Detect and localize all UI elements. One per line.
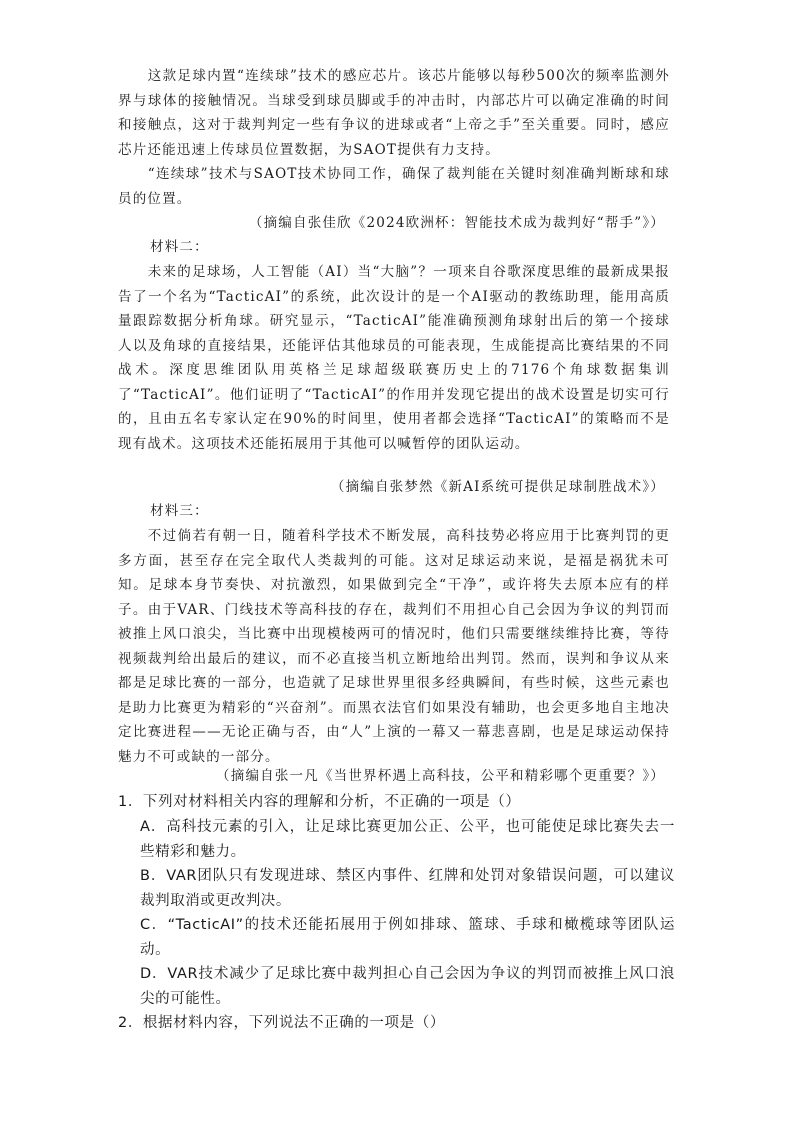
material3-paragraph: 不过倘若有朝一日，随着科学技术不断发展，高科技势必将应用于比赛判罚的更多方面，甚至存在完全取代人类裁判的可能。这对足球运动来说，是福是祸犹未可知。足球本身节奏快、对抗激烈，如果做到完全“干净”，或许将失去原本应有的样子。由于VAR、门线技术等高科技的存在，裁判们不用担心自己会因为争议的判罚而被推上风口浪尖，当比赛中出现模棱两可的情况时，他们只需要继续维持比赛，等待视频裁判给出最后的建议，而不必直接当机立断地给出判罚。然而，误判和争议从来都是足球比赛的一部分，也造就了足球世界里很多经典瞬间，有些时候，这些元素也是助力比赛更为精彩的“兴奋剂”。而黑衣法官们如果没有辅助，也会更多地自主地决定比赛进程——无论正确与否，由“人”上演的一幕又一幕悲喜剧，也是足球运动保持魅力不可或缺的一部分。	[118, 528, 670, 765]
material1-paragraph-2: “连续球”技术与SAOT技术协同工作，确保了裁判能在关键时刻准确判断球和球员的位置。	[118, 166, 670, 207]
material2-source: （摘编自张梦然《新AI系统可提供足球制胜战术》）	[330, 479, 665, 495]
question-1-stem: 1．下列对材料相关内容的理解和分析，不正确的一项是（）	[118, 794, 521, 810]
material1-source: （摘编自张佳欣《2024欧洲杯：智能技术成为裁判好“帮手”》）	[248, 215, 665, 231]
question-1-option-d: D．VAR技术减少了足球比赛中裁判担心自己会因为争议的判罚而被推上风口浪尖的可能性。	[140, 966, 675, 1007]
material2-label: 材料二：	[150, 239, 209, 255]
material3-source: （摘编自张一凡《当世界杯遇上高科技，公平和精彩哪个更重要？》）	[216, 768, 665, 784]
question-1-option-c: C．“TacticAI”的技术还能拓展用于例如排球、篮球、手球和橄榄球等团队运动。	[140, 917, 675, 958]
question-1-option-b: B．VAR团队只有发现进球、禁区内事件、红牌和处罚对象错误问题，可以建议裁判取消或更改判决。	[140, 868, 675, 909]
material3-label: 材料三：	[150, 503, 209, 519]
question-1-option-a: A．高科技元素的引入，让足球比赛更加公正、公平，也可能使足球比赛失去一些精彩和魅力。	[140, 819, 675, 860]
material2-paragraph: 未来的足球场，人工智能（AI）当“大脑”？一项来自谷歌深度思维的最新成果报告了一个名为“TacticAI”的系统，此次设计的是一个AI驱动的教练助理，能用高质量跟踪数据分析角球。研究显示，“TacticAI”能准确预测角球射出后的第一个接球人以及角球的直接结果，还能评估其他球员的可能表现，生成能提高比赛结果的不同战术。深度思维团队用英格兰足球超级联赛历史上的7176个角球数据集训了“TacticAI”。他们证明了“TacticAI”的作用并发现它提出的战术设置是切实可行的，且由五名专家认定在90%的时间里，使用者都会选择“TacticAI”的策略而不是现有战术。这项技术还能拓展用于其他可以喊暂停的团队运动。	[118, 264, 670, 452]
question-2-stem: 2．根据材料内容，下列说法不正确的一项是（）	[118, 1015, 445, 1031]
material1-paragraph-1: 这款足球内置“连续球”技术的感应芯片。该芯片能够以每秒500次的频率监测外界与球体的接触情况。当球受到球员脚或手的冲击时，内部芯片可以确定准确的时间和接触点，这对于裁判判定一些有争议的进球或者“上帝之手”至关重要。同时，感应芯片还能迅速上传球员位置数据，为SAOT提供有力支持。	[118, 68, 670, 158]
